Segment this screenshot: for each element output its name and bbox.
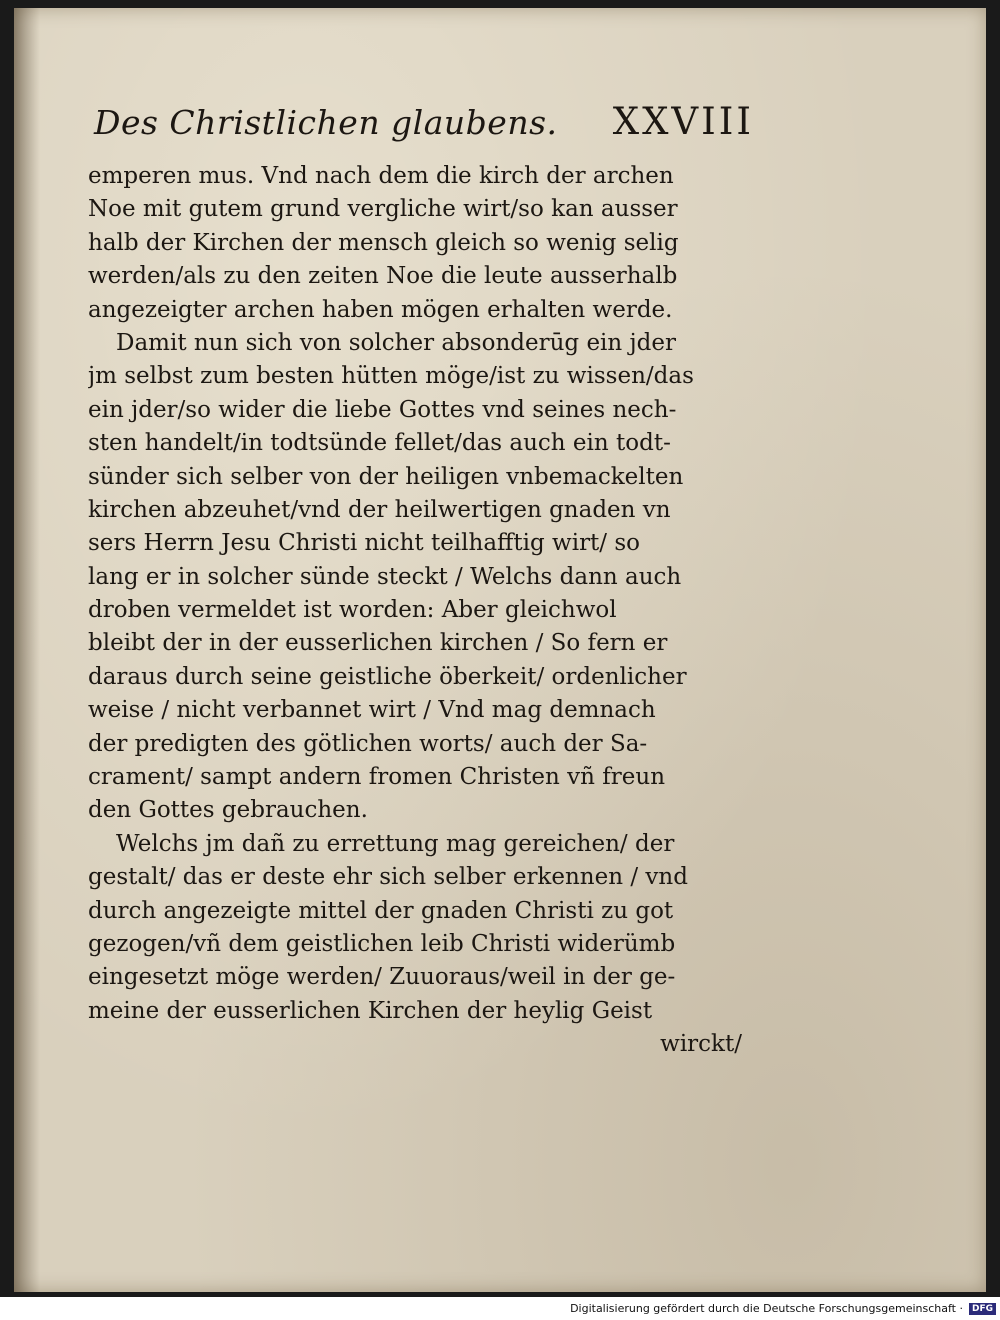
text-line: angezeigter archen haben mögen erhalten werde.: [88, 296, 673, 323]
funding-credit: Digitalisierung gefördert durch die Deutsche Forschungsgemeinschaft ·: [570, 1302, 963, 1315]
text-line: gezogen/vñ dem geistlichen leib Christi widerümb: [88, 930, 676, 957]
running-head: [94, 100, 754, 152]
running-title: Des Christlichen glaubens.: [94, 103, 558, 142]
text-line: sers Herrn Jesu Christi nicht teilhafftig wirt/ so: [88, 530, 641, 557]
dfg-logo: DFG: [969, 1303, 996, 1315]
text-line: ein jder/so wider die liebe Gottes vnd seines nech-: [88, 396, 677, 423]
catchword: wirckt/: [660, 1031, 742, 1058]
text-line: gestalt/ das er deste ehr sich selber erkennen / vnd: [88, 864, 688, 891]
text-line: durch angezeigte mittel der gnaden Christi zu got: [88, 897, 674, 924]
text-line: daraus durch seine geistliche öberkeit/ ordenlicher: [88, 663, 687, 690]
text-line: jm selbst zum besten hütten möge/ist zu wissen/das: [88, 363, 694, 390]
text-line: droben vermeldet ist worden: Aber gleichwol: [88, 597, 617, 624]
text-line: der predigten des götlichen worts/ auch der Sa-: [88, 730, 648, 757]
text-line: bleibt der in der eusserlichen kirchen / So fern er: [88, 630, 668, 657]
body-text: [88, 160, 760, 1062]
text-line: werden/als zu den zeiten Noe die leute ausserhalb: [88, 263, 678, 290]
text-line: Noe mit gutem grund vergliche wirt/so kan ausser: [88, 196, 678, 223]
text-line: eingesetzt möge werden/ Zuuoraus/weil in der ge-: [88, 964, 676, 991]
gutter-shadow: [14, 8, 40, 1292]
text-line: crament/ sampt andern fromen Christen vñ freun: [88, 764, 666, 791]
folio-number: XXVIII: [612, 100, 754, 143]
text-line: meine der eusserlichen Kirchen der heylig Geist: [88, 997, 653, 1024]
text-line: weise / nicht verbannet wirt / Vnd mag demnach: [88, 697, 656, 724]
text-line: den Gottes gebrauchen.: [88, 797, 368, 824]
text-line: sünder sich selber von der heiligen vnbemackelten: [88, 463, 684, 490]
text-line: kirchen abzeuhet/vnd der heilwertigen gnaden vn: [88, 496, 671, 523]
text-line: lang er in solcher sünde steckt / Welchs dann auch: [88, 563, 682, 590]
footer-bar: [0, 1297, 1000, 1320]
text-line: Damit nun sich von solcher absonderūg ein jder: [116, 329, 676, 356]
text-line: halb der Kirchen der mensch gleich so wenig selig: [88, 229, 679, 256]
text-line: emperen mus. Vnd nach dem die kirch der archen: [88, 163, 674, 189]
book-page: [14, 8, 986, 1292]
text-line: Welchs jm dañ zu errettung mag gereichen/ der: [116, 830, 675, 857]
text-line: sten handelt/in todtsünde fellet/das auch ein todt-: [88, 430, 671, 457]
